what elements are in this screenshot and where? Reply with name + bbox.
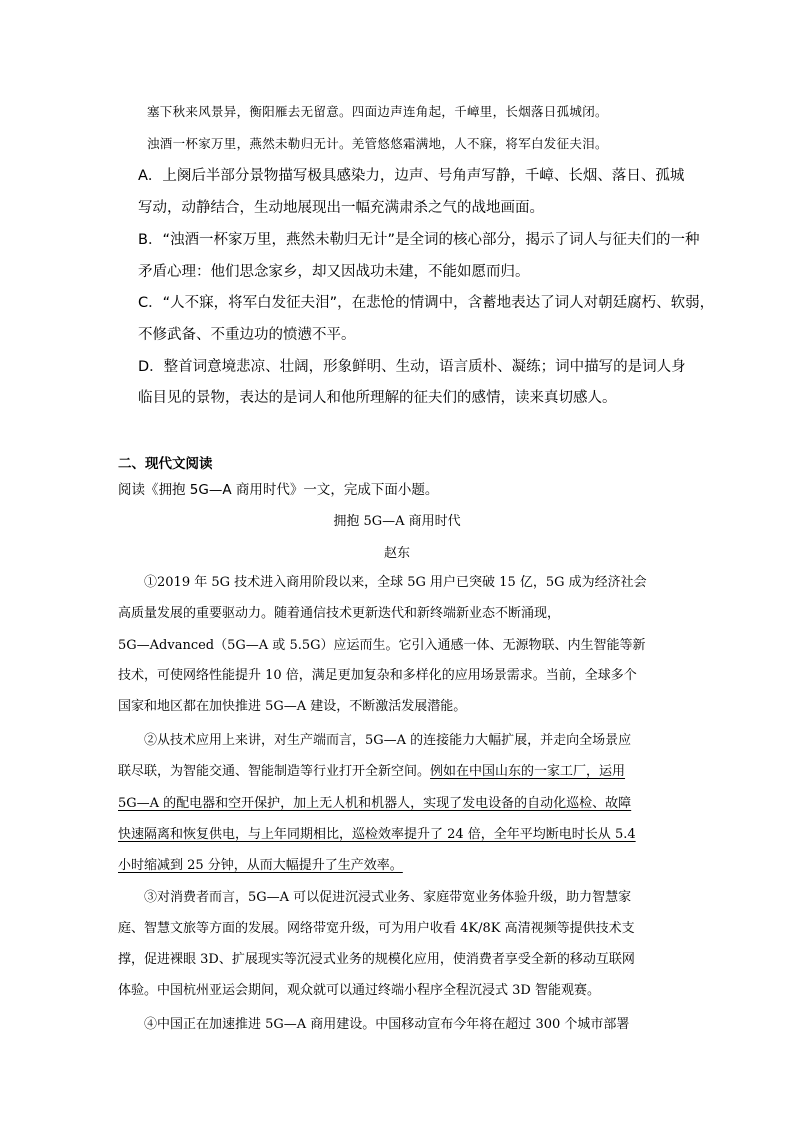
section-intro: 阅读《拥抱 5G—A 商用时代》一文，完成下面小题。 [118,482,439,498]
option-c-line-2: 不修武备、不重边功的愤懑不平。 [138,327,356,343]
p1-line-3: 5G—Advanced（5G—A 或 5.5G）应运而生。它引入通感一体、无源物联、内生智能等新 [118,638,646,653]
poem-line-1: 塞下秋来风景异，衡阳雁去无留意。四面边声连角起，千嶂里，长烟落日孤城闭。 [147,104,608,119]
article-title: 拥抱 5G—A 商用时代 [333,514,461,529]
option-c-line-1: C．“人不寐，将军白发征夫泪”，在悲怆的情调中，含蓄地表达了词人对朝廷腐朽、软弱， [138,295,715,311]
p2-line-2-plain: 联尽联，为智能交通、智能制造等行业打开全新空间。 [118,764,431,779]
p1-line-1: ①2019 年 5G 技术进入商用阶段以来，全球 5G 用户已突破 15 亿，5G 成为经济社会 [144,575,647,590]
p2-line-1: ②从技术应用上来讲，对生产端而言，5G—A 的连接能力大幅扩展，并走向全场景应 [144,733,632,748]
p2-underlined-text: 例如在中国山东的一家工厂，运用 [430,764,626,779]
p3-line-2: 庭、智慧文旅等方面的发展。网络带宽升级，可为用户收看 4K/8K 高清视频等提供技术支 [118,921,635,936]
option-d-line-1: D．整首词意境悲凉、壮阔，形象鲜明、生动，语言质朴、凝练；词中描写的是词人身 [138,359,686,375]
p3-line-3: 撑，促进裸眼 3D、扩展现实等沉浸式业务的规模化应用，使消费者享受全新的移动互联网 [118,952,635,967]
poem-line-2: 浊酒一杯家万里，燕然未勒归无计。羌管悠悠霜满地，人不寐，将军白发征夫泪。 [147,136,608,151]
option-a-line-1: A．上阕后半部分景物描写极具感染力，边声、号角声写静，千嶂、长烟、落日、孤城 [138,168,685,184]
option-d-line-2: 临目见的景物，表达的是词人和他所理解的征夫们的感情，读来真切感人。 [138,390,617,406]
p1-line-4: 技术，可使网络性能提升 10 倍，满足更加复杂和多样化的应用场景需求。当前，全球多个 [118,668,637,683]
p4-line-1: ④中国正在加速推进 5G—A 商用建设。中国移动宣布今年将在超过 300 个城市部署 [144,1017,630,1032]
p1-line-2: 高质量发展的重要驱动力。随着通信技术更新迭代和新终端新业态不断涌现， [118,606,561,621]
p2-line-2 [118,760,625,779]
p3-line-4: 体验。中国杭州亚运会期间，观众就可以通过终端小程序全程沉浸式 3D 智能观赛。 [118,983,600,998]
option-b-line-2: 矛盾心理：他们思念家乡，却又因战功未建，不能如愿而归。 [138,264,530,280]
option-a-line-2: 写动，动静结合，生动地展现出一幅充满肃杀之气的战地画面。 [138,200,544,216]
article-author: 赵东 [383,546,410,561]
option-b-line-1: B．“浊酒一杯家万里，燕然未勒归无计”是全词的核心部分，揭示了词人与征夫们的一种 [138,232,700,248]
p3-line-1: ③对消费者而言，5G—A 可以促进沉浸式业务、家庭带宽业务体验升级，助力智慧家 [144,890,632,905]
p2-line-3: 5G—A 的配电器和空开保护，加上无人机和机器人，实现了发电设备的自动化巡检、故障 [118,796,632,811]
p2-line-5: 小时缩减到 25 分钟，从而大幅提升了生产效率。 [118,858,403,873]
section-heading: 二、现代文阅读 [118,456,213,472]
p1-line-5: 国家和地区都在加快推进 5G—A 建设，不断激活发展潜能。 [118,699,467,714]
p2-line-4: 快速隔离和恢复供电，与上年同期相比，巡检效率提升了 24 倍，全年平均断电时长从 5.4 [118,827,636,842]
